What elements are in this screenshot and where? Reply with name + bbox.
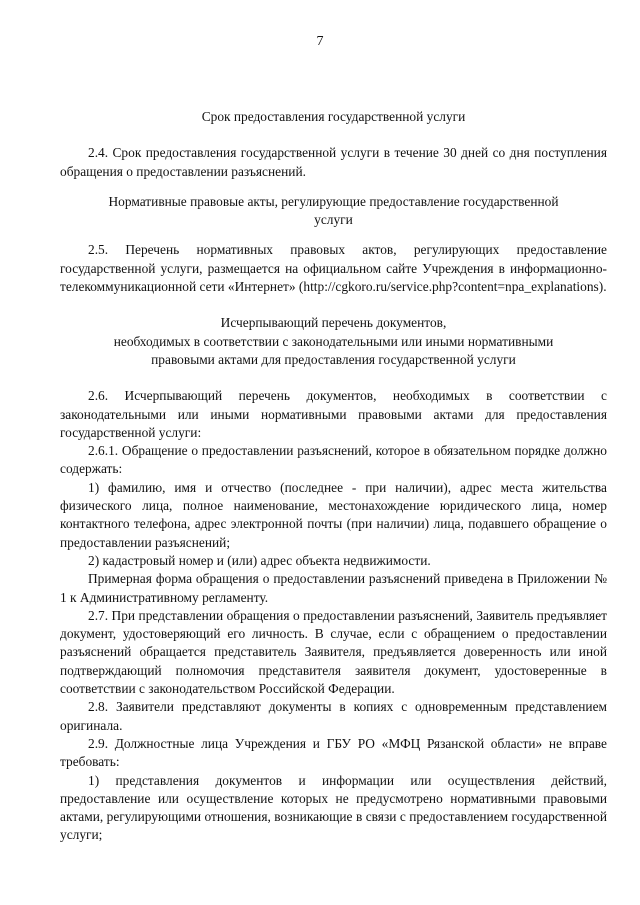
list-item-1: 1) фамилию, имя и отчество (последнее - при наличии), адрес места жительства физического лица, полное наименование, местонахождение юридического лица, номер контактного телефона, адрес электронной почты (при наличии) лица, подавшего обращение о предоставлении разъяснений; <box>60 479 607 550</box>
heading-line: правовыми актами для предоставления государственной услуги <box>151 351 516 367</box>
paragraph-2-9-1: 1) представления документов и информации или осуществления действий, предоставление или осуществление которых не предусмотрено нормативными правовыми актами, регулирующими отношения, возникающие в связи с предоставлением государственной услуги; <box>60 772 607 843</box>
section-heading-documents <box>60 314 607 369</box>
paragraph-2-9: 2.9. Должностные лица Учреждения и ГБУ РО «МФЦ Рязанской области» не вправе требовать: <box>60 735 607 770</box>
section-heading-term: Срок предоставления государственной услуги <box>201 109 466 124</box>
list-item-2: 2) кадастровый номер и (или) адрес объекта недвижимости. <box>88 552 431 568</box>
paragraph-2-5: 2.5. Перечень нормативных правовых актов, регулирующих предоставление государственной услуги, размещается на официальном сайте Учреждения в информационно-телекоммуникационной сети «Интернет» (http://cgkoro.ru/service.php?content=npa_explanations). <box>60 242 607 295</box>
paragraph-2-6-1: 2.6.1. Обращение о предоставлении разъяснений, которое в обязательном порядке должно содержать: <box>60 443 607 477</box>
page-number: 7 <box>316 34 324 49</box>
paragraph-sample-form: Примерная форма обращения о предоставлении разъяснений приведена в Приложении № 1 к Административному регламенту. <box>60 571 607 605</box>
paragraph-2-4: 2.4. Срок предоставления государственной услуги в течение 30 дней со дня поступления обращения о предоставлении разъяснений. <box>60 145 607 179</box>
heading-line: необходимых в соответствии с законодательными или иными нормативными <box>113 333 554 349</box>
heading-line: услуги <box>314 212 353 228</box>
paragraph-2-6: 2.6. Исчерпывающий перечень документов, необходимых в соответствии с законодательными или иными нормативными правовыми актами для предоставления государственной услуги: <box>60 388 607 440</box>
section-heading-acts <box>60 193 607 230</box>
heading-line: Исчерпывающий перечень документов, <box>220 315 447 331</box>
paragraph-2-8: 2.8. Заявители представляют документы в копиях с одновременным представлением оригинала. <box>60 699 607 733</box>
heading-line: Нормативные правовые акты, регулирующие предоставление государственной <box>108 193 559 209</box>
paragraph-2-7: 2.7. При представлении обращения о предоставлении разъяснений, Заявитель предъявляет документ, удостоверяющий его личность. В случае, если с обращением о предоставлении разъяснений обращается представитель Заявителя, предъявляется доверенность или иной подтверждающий полномочия представителя заявителя документ, удостоверенные в соответствии с законодательством Российской Федерации. <box>60 607 607 697</box>
document-body <box>60 108 607 845</box>
